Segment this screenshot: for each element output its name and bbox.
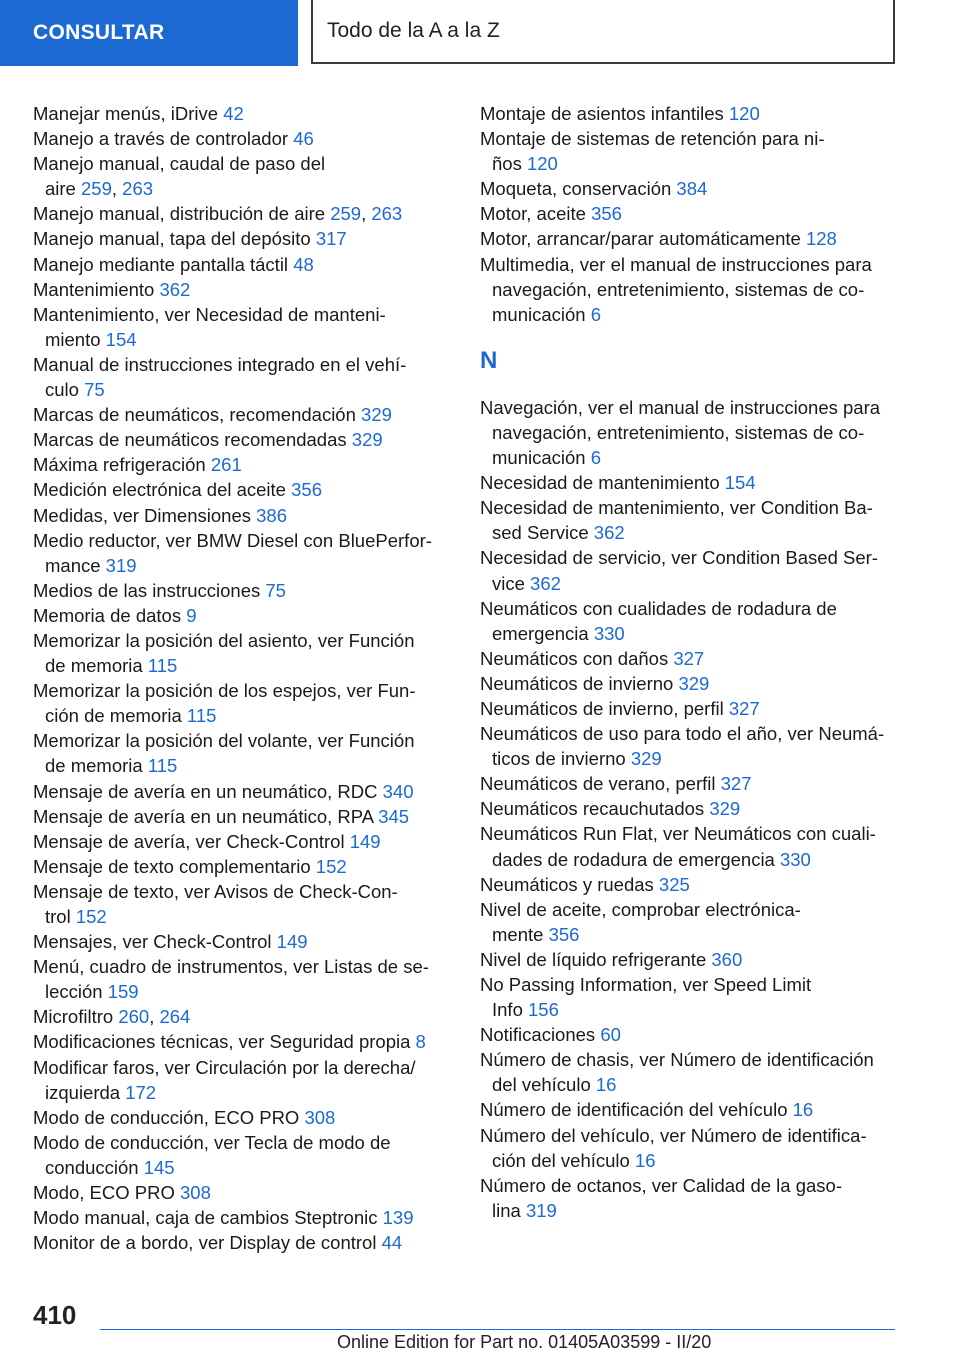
index-entry: [33, 1004, 453, 1029]
page-link[interactable]: 356: [591, 203, 622, 225]
page-separator: ,: [111, 178, 123, 200]
index-entry-text: Neumáticos de invierno: [480, 672, 679, 694]
page-link[interactable]: 259: [81, 178, 112, 200]
index-entry-text: Montaje de sistemas de retención para ni- ños: [480, 128, 825, 175]
page-link[interactable]: 327: [720, 773, 752, 795]
page-link[interactable]: 329: [630, 748, 662, 770]
page-link[interactable]: 156: [528, 999, 559, 1021]
index-entry-text: Medio reductor, ver BMW Diesel con BluePerfor- mance: [33, 529, 432, 576]
page-link[interactable]: 329: [678, 672, 710, 694]
page-link[interactable]: 319: [525, 1199, 557, 1221]
index-entry: [480, 596, 910, 646]
page-link[interactable]: 264: [159, 1006, 191, 1028]
page-link[interactable]: 75: [84, 379, 105, 401]
index-group-m: [480, 101, 910, 327]
index-entry: [480, 947, 910, 972]
index-entry: [33, 929, 453, 954]
index-entry-text: No Passing Information, ver Speed Limit Info: [480, 974, 812, 1021]
index-entry-text: Manejo manual, distribución de aire: [33, 203, 331, 225]
index-entry-text: Manejo manual, tapa del depósito: [33, 228, 316, 250]
index-entry: [33, 779, 453, 804]
index-entry-text: Microfiltro: [33, 1006, 119, 1028]
index-entry: [480, 395, 910, 470]
index-entry: [480, 821, 910, 871]
index-entry: [33, 728, 453, 778]
index-entry-text: Modo de conducción, ECO PRO: [33, 1106, 305, 1128]
page-link[interactable]: 75: [265, 579, 286, 601]
page-link[interactable]: 329: [351, 429, 383, 451]
index-entry-text: Neumáticos Run Flat, ver Neumáticos con cuali- dades de rodadura de emergencia: [480, 823, 876, 870]
page-link[interactable]: 145: [143, 1156, 175, 1178]
index-entry-text: Neumáticos y ruedas: [480, 873, 659, 895]
index-entry-text: Notificaciones: [480, 1024, 601, 1046]
index-entry-text: Mensaje de avería en un neumático, RDC: [33, 780, 383, 802]
page-link[interactable]: 308: [180, 1182, 211, 1204]
index-entry-text: Número del vehículo, ver Número de identifica- ción del vehículo: [480, 1124, 867, 1171]
page-link[interactable]: 260: [118, 1006, 150, 1028]
index-entry-text: Multimedia, ver el manual de instrucciones para navegación, entretenimiento, sistemas de co- municación: [480, 253, 872, 325]
page-link[interactable]: 362: [159, 278, 191, 300]
index-entry: [33, 578, 453, 603]
index-entry-text: Máxima refrigeración: [33, 454, 211, 476]
index-entry: [33, 628, 453, 678]
page-link[interactable]: 154: [105, 328, 137, 350]
index-entry: [33, 302, 453, 352]
page-link[interactable]: 115: [147, 755, 178, 777]
page-link[interactable]: 154: [724, 472, 756, 494]
index-entry-text: Número de identificación del vehículo: [480, 1099, 793, 1121]
index-entry: [33, 277, 453, 302]
index-entry: [480, 201, 910, 226]
index-entry-text: Necesidad de servicio, ver Condition Based Ser- vice: [480, 547, 878, 594]
index-entry: [480, 972, 910, 1022]
page-link[interactable]: 42: [223, 103, 244, 124]
index-entry: [33, 954, 453, 1004]
index-entry-text: Motor, arrancar/parar automáticamente: [480, 228, 806, 250]
index-entry: [33, 879, 453, 929]
index-entry: [33, 528, 453, 578]
index-entry: [480, 897, 910, 947]
index-entry-text: Necesidad de mantenimiento, ver Condition Ba- sed Service: [480, 497, 873, 544]
page-link[interactable]: 149: [276, 931, 308, 953]
index-entry-text: Manejo mediante pantalla táctil: [33, 253, 294, 275]
index-entry: [480, 696, 910, 721]
page-link[interactable]: 172: [125, 1081, 157, 1103]
index-entry: [33, 1055, 453, 1105]
page-link[interactable]: 263: [371, 203, 403, 225]
index-entry-text: Motor, aceite: [480, 203, 592, 225]
index-entry: [33, 226, 453, 251]
index-entry-text: Medidas, ver Dimensiones: [33, 504, 257, 526]
index-entry: [480, 226, 910, 251]
index-entry-text: Nivel de líquido refrigerante: [480, 948, 712, 970]
index-entry-text: Mensaje de texto, ver Avisos de Check-Con- trol: [33, 880, 398, 927]
index-entry: [480, 495, 910, 545]
page-link[interactable]: 360: [711, 948, 743, 970]
index-entry: [33, 1029, 453, 1054]
index-entry: [33, 603, 453, 628]
page-link[interactable]: 6: [590, 303, 602, 325]
page-link[interactable]: 327: [673, 647, 705, 669]
index-entry-text: Medios de las instrucciones: [33, 579, 266, 601]
index-entry: [480, 646, 910, 671]
index-entry: [480, 1047, 910, 1097]
index-entry-text: Mantenimiento: [33, 278, 160, 300]
page-link[interactable]: 340: [382, 780, 414, 802]
index-entry-text: Mensaje de texto complementario: [33, 855, 316, 877]
page-link[interactable]: 345: [378, 805, 410, 827]
index-entry-text: Mensaje de avería, ver Check-Control: [33, 830, 350, 852]
section-tab[interactable]: CONSULTAR: [0, 0, 298, 66]
index-entry-text: Modo, ECO PRO: [33, 1182, 181, 1204]
index-entry-text: Modo manual, caja de cambios Steptronic: [33, 1207, 383, 1229]
page-link[interactable]: 356: [548, 923, 580, 945]
page-link[interactable]: 16: [595, 1074, 617, 1096]
index-entry: [33, 201, 453, 226]
page-link[interactable]: 115: [147, 655, 178, 677]
page-link[interactable]: 330: [593, 622, 625, 644]
index-entry: [33, 101, 453, 126]
index-entry-text: Manejar menús, iDrive: [33, 103, 224, 124]
index-entry: [33, 352, 453, 402]
index-entry-text: Marcas de neumáticos, recomendación: [33, 404, 362, 426]
index-entry-text: Neumáticos recauchutados: [480, 798, 710, 820]
index-entry: [33, 678, 453, 728]
footer-edition: Online Edition for Part no. 01405A03599 - II/20: [337, 1332, 712, 1352]
index-entry-text: Neumáticos de invierno, perfil: [480, 697, 729, 719]
page-separator: ,: [361, 203, 372, 225]
chapter-title: Todo de la A a la Z: [311, 0, 895, 64]
index-entry: [33, 503, 453, 528]
page-link[interactable]: 327: [728, 697, 760, 719]
index-entry: [480, 1123, 910, 1173]
page-link[interactable]: 362: [593, 522, 625, 544]
index-entry-text: Mensajes, ver Check-Control: [33, 931, 277, 953]
index-entry: [480, 470, 910, 495]
page-link[interactable]: 128: [805, 228, 837, 250]
index-entry: [480, 872, 910, 897]
index-entry-text: Mantenimiento, ver Necesidad de manteni- miento: [33, 303, 386, 350]
index-entry: [33, 452, 453, 477]
page-link[interactable]: 325: [658, 873, 690, 895]
index-entry-text: Monitor de a bordo, ver Display de control: [33, 1232, 382, 1254]
index-entry-text: Neumáticos con daños: [480, 647, 674, 669]
page-link[interactable]: 16: [792, 1099, 814, 1121]
index-entry: [33, 151, 453, 201]
page-separator: ,: [149, 1006, 160, 1028]
index-entry: [33, 1230, 453, 1255]
index-entry: [480, 252, 910, 327]
index-entry-text: Modificar faros, ver Circulación por la derecha/ izquierda: [33, 1056, 416, 1103]
index-entry: [480, 545, 910, 595]
index-entry-text: Número de octanos, ver Calidad de la gaso- lina: [480, 1174, 842, 1221]
page-link[interactable]: 329: [361, 404, 392, 426]
index-entry: [480, 671, 910, 696]
page-link[interactable]: 120: [526, 153, 558, 175]
index-entry: [480, 126, 910, 176]
page-link[interactable]: 139: [382, 1207, 414, 1229]
page-header: [0, 0, 960, 66]
index-entry-text: Memoria de datos: [33, 604, 187, 626]
index-group-n: [480, 395, 910, 1223]
index-entry: [33, 854, 453, 879]
page-link[interactable]: 44: [381, 1232, 403, 1254]
page-link[interactable]: 259: [330, 203, 362, 225]
index-entry: [480, 796, 910, 821]
page-link[interactable]: 317: [315, 228, 347, 250]
index-entry: [480, 721, 910, 771]
index-entry-text: Moqueta, conservación: [480, 178, 677, 200]
index-entry: [33, 1180, 453, 1205]
index-entry-text: Memorizar la posición de los espejos, ver Fun- ción de memoria: [33, 680, 416, 727]
index-entry: [33, 402, 453, 427]
index-entry-text: Manejo a través de controlador: [33, 128, 294, 150]
index-entry: [33, 427, 453, 452]
index-entry-text: Montaje de asientos infantiles: [480, 103, 729, 124]
index-entry-text: Medición electrónica del aceite: [33, 479, 292, 501]
index-entry-text: Neumáticos con cualidades de rodadura de emergencia: [480, 597, 837, 644]
page-link[interactable]: 152: [75, 906, 107, 927]
page-link[interactable]: 46: [293, 128, 314, 150]
index-entry-text: Modo de conducción, ver Tecla de modo de conducción: [33, 1131, 391, 1178]
page-link[interactable]: 6: [590, 447, 602, 469]
index-entry-text: Manual de instrucciones integrado en el vehí- culo: [33, 353, 407, 401]
index-entry: [33, 126, 453, 151]
footer-divider: [100, 1329, 895, 1330]
index-entry: [480, 101, 910, 126]
page-link[interactable]: 115: [186, 705, 217, 727]
index-entry: [480, 176, 910, 201]
index-entry: [480, 1173, 910, 1223]
page-link[interactable]: 356: [291, 479, 322, 501]
page-link[interactable]: 362: [530, 572, 561, 594]
section-letter: N: [480, 346, 498, 374]
page-link[interactable]: 329: [709, 798, 741, 820]
page-number: 410: [33, 1300, 77, 1330]
index-entry-text: Número de chasis, ver Número de identificación del vehículo: [480, 1049, 874, 1096]
index-entry: [33, 1205, 453, 1230]
index-column-right: [480, 101, 910, 1223]
index-entry-text: Navegación, ver el manual de instrucciones para navegación, entretenimiento, sistemas de co- municación: [480, 396, 881, 469]
page-link[interactable]: 159: [107, 981, 139, 1003]
index-entry: [480, 1097, 910, 1122]
page-link[interactable]: 261: [210, 454, 242, 476]
page-link[interactable]: 386: [256, 504, 287, 526]
index-entry: [480, 771, 910, 796]
index-entry-text: Memorizar la posición del volante, ver Función de memoria: [33, 730, 415, 777]
page-link[interactable]: 319: [105, 554, 137, 576]
page-link[interactable]: 60: [600, 1024, 621, 1046]
page-link[interactable]: 9: [186, 604, 197, 626]
page-link[interactable]: 152: [315, 855, 347, 877]
page-link[interactable]: 16: [634, 1149, 656, 1171]
page-link[interactable]: 384: [676, 178, 708, 200]
page-link[interactable]: 120: [728, 103, 760, 124]
index-entry: [33, 829, 453, 854]
index-entry-text: Manejo manual, caudal de paso del aire: [33, 153, 326, 200]
index-entry-text: Menú, cuadro de instrumentos, ver Listas de se- lección: [33, 956, 429, 1003]
index-entry-text: Mensaje de avería en un neumático, RPA: [33, 805, 379, 827]
index-entry-text: Neumáticos de uso para todo el año, ver Neumá- ticos de invierno: [480, 723, 885, 770]
page-link[interactable]: 48: [293, 253, 314, 275]
index-entry: [33, 804, 453, 829]
index-entry: [33, 252, 453, 277]
page-link[interactable]: 263: [122, 178, 154, 200]
index-entry: [480, 1022, 910, 1047]
page-link[interactable]: 149: [349, 830, 381, 852]
index-entry: [33, 477, 453, 502]
index-entry-text: Necesidad de mantenimiento: [480, 472, 725, 494]
index-entry-text: Marcas de neumáticos recomendadas: [33, 429, 352, 451]
index-entry-text: Neumáticos de verano, perfil: [480, 773, 721, 795]
page-link[interactable]: 308: [304, 1106, 336, 1128]
index-entry-text: Memorizar la posición del asiento, ver Función de memoria: [33, 629, 415, 677]
page-link[interactable]: 330: [779, 848, 811, 870]
index-entry: [33, 1130, 453, 1180]
index-column-left: [33, 101, 453, 1255]
page-link[interactable]: 8: [415, 1031, 426, 1053]
index-entry: [33, 1105, 453, 1130]
index-entry-text: Nivel de aceite, comprobar electrónica- mente: [480, 898, 801, 945]
index-entry-text: Modificaciones técnicas, ver Seguridad propia: [33, 1031, 416, 1053]
